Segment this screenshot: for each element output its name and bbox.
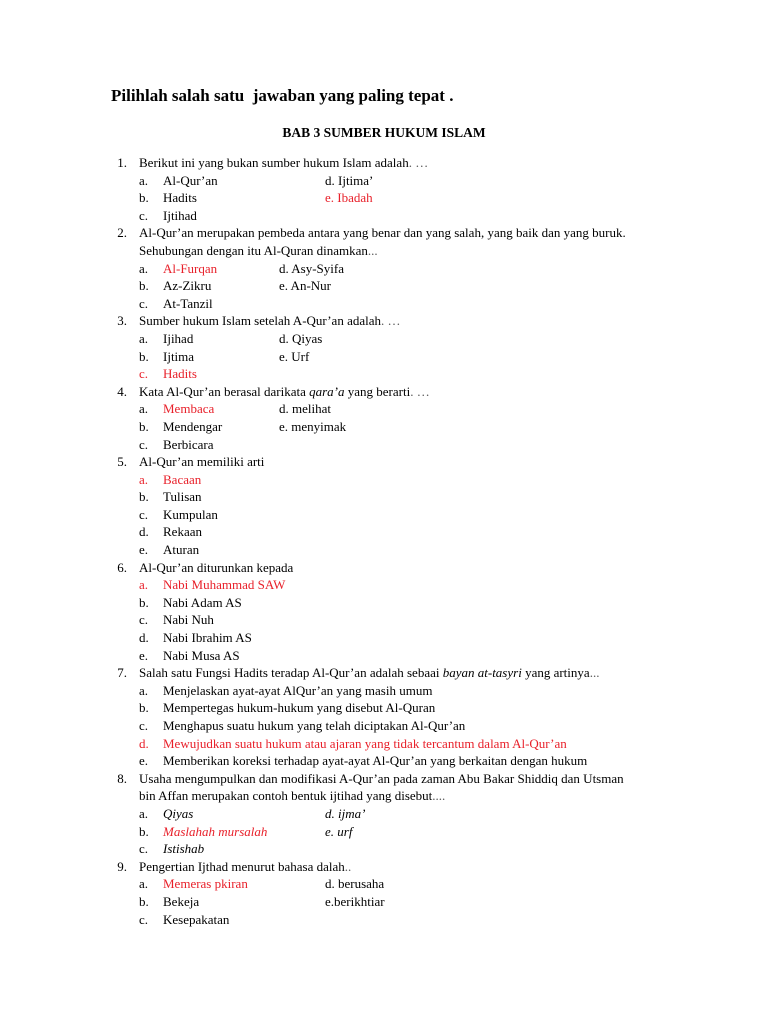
option-letter: a.: [139, 401, 149, 417]
question-text-segment: . …: [381, 313, 401, 329]
question-text-segment: ....: [432, 788, 446, 804]
option-row: [0, 260, 768, 278]
option-letter: c.: [139, 841, 149, 857]
question-text: [139, 559, 293, 577]
option-letter: c.: [139, 436, 149, 452]
question-line: [0, 312, 768, 330]
option-text: At-Tanzil: [163, 295, 213, 311]
option-row: [0, 418, 768, 436]
question-text: [139, 312, 401, 330]
question-text-segment: Berikut ini yang bukan sumber hukum Islam adalah: [139, 155, 409, 170]
option-row: [0, 893, 768, 911]
option-letter: c.: [139, 911, 149, 927]
option-text: Nabi Adam AS: [163, 594, 242, 610]
option-text: Membaca: [163, 401, 215, 417]
option-letter: c.: [139, 506, 149, 522]
question-line: [0, 383, 768, 401]
option-text: Kumpulan: [163, 506, 218, 522]
option-text: Bekeja: [163, 893, 200, 909]
question-text-segment: ..: [344, 858, 352, 874]
option-text: Qiyas: [163, 805, 194, 821]
option-row: [0, 277, 768, 295]
question-number: 6.: [117, 559, 127, 575]
question-text-segment: Al-Qur’an diturunkan kepada: [139, 559, 294, 575]
question-line: [0, 242, 768, 260]
question-text: [139, 154, 428, 172]
question-number: 9.: [117, 858, 127, 874]
question-text: [139, 770, 624, 788]
option-text-second-column: e. Ibadah: [325, 190, 373, 206]
option-letter: b.: [139, 348, 149, 364]
question-text-segment: . …: [410, 383, 430, 399]
option-letter: c.: [139, 207, 149, 223]
option-row: [0, 805, 768, 823]
option-row: [0, 471, 768, 489]
question-text-segment: Al-Qur’an merupakan pembeda antara yang benar dan yang salah, yang baik dan yang buruk.: [139, 225, 626, 241]
option-row: [0, 488, 768, 506]
option-text: Ijihad: [163, 330, 194, 346]
option-letter: b.: [139, 489, 149, 505]
option-text: Nabi Nuh: [163, 612, 214, 628]
option-text: Aturan: [163, 542, 200, 558]
instruction-heading: Pilihlah salah satu jawaban yang paling tepat .: [111, 86, 454, 105]
option-row: [0, 752, 768, 770]
option-text: Ijtima: [163, 348, 195, 364]
option-text: Nabi Musa AS: [163, 647, 240, 663]
option-text-second-column: d. Asy-Syifa: [279, 260, 344, 276]
option-text: Menghapus suatu hukum yang telah diciptakan Al-Qur’an: [163, 718, 466, 733]
question-text-segment: Sehubungan dengan itu Al-Quran dinamkan: [139, 242, 368, 258]
question-list: [0, 154, 768, 928]
option-text-second-column: e. urf: [325, 823, 353, 839]
option-text-second-column: d. ijma’: [325, 805, 366, 821]
option-row: [0, 189, 768, 207]
question-text-segment: Usaha mengumpulkan dan modifikasi A-Qur’an pada zaman Abu Bakar Shiddiq dan Utsman: [139, 770, 624, 786]
question-text: [139, 242, 378, 260]
option-letter: b.: [139, 190, 149, 206]
option-text: Tulisan: [163, 489, 202, 505]
option-row: [0, 436, 768, 454]
option-text-second-column: d. berusaha: [325, 876, 385, 892]
question-item: [0, 559, 768, 665]
option-row: [0, 682, 768, 700]
option-letter: b.: [139, 594, 149, 610]
option-row: [0, 875, 768, 893]
question-text-segment: ...: [589, 665, 600, 681]
question-item: [0, 858, 768, 928]
option-text: Nabi Ibrahim AS: [163, 630, 252, 646]
option-text: Al-Furqan: [163, 260, 218, 276]
option-row: [0, 699, 768, 717]
option-text: Menjelaskan ayat-ayat AlQur’an yang masih umum: [163, 682, 433, 698]
option-letter: a.: [139, 260, 149, 276]
option-text: Mewujudkan suatu hukum atau ajaran yang tidak tercantum dalam Al-Qur’an: [163, 735, 567, 751]
option-row: [0, 172, 768, 190]
question-number: 3.: [117, 313, 127, 329]
question-number: 2.: [117, 225, 127, 241]
option-row: [0, 400, 768, 418]
option-letter: e.: [139, 647, 149, 663]
question-text: [139, 383, 430, 401]
option-text-second-column: e. An-Nur: [279, 278, 331, 294]
option-text: Mendengar: [163, 418, 223, 434]
question-item: [0, 453, 768, 559]
question-item: [0, 383, 768, 453]
option-text: Mempertegas hukum-hukum yang disebut Al-Quran: [163, 700, 436, 716]
option-row: [0, 541, 768, 559]
question-number: 8.: [117, 770, 127, 786]
option-text: Bacaan: [163, 471, 202, 487]
option-letter: b.: [139, 278, 149, 294]
question-line: [0, 453, 768, 471]
question-line: [0, 559, 768, 577]
question-item: [0, 664, 768, 770]
question-line: [0, 770, 768, 788]
question-text-segment: Sumber hukum Islam setelah A-Qur’an adalah: [139, 313, 381, 329]
option-letter: d.: [139, 524, 149, 540]
question-item: [0, 770, 768, 858]
question-line: [0, 224, 768, 242]
option-row: [0, 506, 768, 524]
question-line: [0, 154, 768, 172]
option-row: [0, 717, 768, 735]
option-row: [0, 629, 768, 647]
option-row: [0, 911, 768, 929]
option-row: [0, 295, 768, 313]
question-line: [0, 858, 768, 876]
option-text-second-column: d. Ijtima’: [325, 172, 374, 188]
option-text-second-column: d. Qiyas: [279, 330, 323, 346]
option-row: [0, 840, 768, 858]
question-text-segment: Pengertian Ijthad menurut bahasa dalah: [139, 858, 345, 874]
option-text-second-column: d. melihat: [279, 401, 331, 417]
option-row: [0, 576, 768, 594]
chapter-title: BAB 3 SUMBER HUKUM ISLAM: [282, 125, 486, 140]
question-text: [139, 453, 264, 471]
question-item: [0, 224, 768, 312]
option-text: Memeras pkiran: [163, 876, 248, 892]
option-letter: c.: [139, 718, 149, 733]
option-row: [0, 348, 768, 366]
question-text: [139, 224, 626, 242]
question-text-segment: . …: [408, 155, 429, 170]
option-letter: b.: [139, 700, 149, 716]
option-row: [0, 365, 768, 383]
option-text: Memberikan koreksi terhadap ayat-ayat Al-Qur’an yang berkaitan dengan hukum: [163, 753, 588, 769]
option-letter: c.: [139, 366, 149, 382]
question-line: [0, 664, 768, 682]
option-letter: c.: [139, 295, 149, 311]
question-text: [139, 664, 599, 682]
option-letter: a.: [139, 682, 149, 698]
option-letter: b.: [139, 893, 149, 909]
question-text-segment: ...: [367, 242, 378, 258]
option-letter: b.: [139, 418, 149, 434]
option-text: Rekaan: [163, 524, 202, 540]
option-row: [0, 523, 768, 541]
question-number: 1.: [117, 155, 127, 170]
question-number: 5.: [117, 454, 127, 470]
option-letter: a.: [139, 172, 149, 188]
option-row: [0, 207, 768, 225]
question-text-segment: bayan at-tasyri: [442, 665, 522, 681]
option-letter: a.: [139, 805, 149, 821]
question-text-segment: bin Affan merupakan contoh bentuk ijtihad yang disebut: [139, 788, 433, 804]
question-text-segment: Salah satu Fungsi Hadits teradap Al-Qur’an adalah sebaai: [139, 665, 443, 681]
option-letter: a.: [139, 577, 149, 593]
option-letter: b.: [139, 823, 149, 839]
option-row: [0, 330, 768, 348]
option-text: Maslahah mursalah: [163, 823, 268, 839]
option-text: Hadits: [163, 190, 197, 206]
option-letter: a.: [139, 330, 149, 346]
option-text-second-column: e. menyimak: [279, 418, 347, 434]
question-text-segment: yang berarti: [344, 383, 411, 399]
option-row: [0, 735, 768, 753]
option-text: Berbicara: [163, 436, 214, 452]
option-text: Ijtihad: [163, 207, 197, 223]
question-number: 4.: [117, 383, 127, 399]
option-row: [0, 823, 768, 841]
option-text-second-column: e. Urf: [279, 348, 310, 364]
question-number: 7.: [117, 665, 127, 681]
option-text: Hadits: [163, 366, 197, 382]
option-letter: c.: [139, 612, 149, 628]
question-item: [0, 312, 768, 382]
question-item: [0, 154, 768, 224]
question-text: [139, 858, 351, 876]
option-letter: d.: [139, 735, 149, 751]
option-row: [0, 647, 768, 665]
option-row: [0, 594, 768, 612]
option-letter: e.: [139, 542, 149, 558]
question-text-segment: Al-Qur’an memiliki arti: [139, 454, 265, 470]
question-text: [139, 787, 445, 805]
question-text-segment: Kata Al-Qur’an berasal darikata: [139, 383, 310, 399]
option-text: Istishab: [163, 841, 205, 857]
question-text-segment: yang artinya: [521, 665, 590, 681]
option-text: Al-Qur’an: [163, 172, 218, 188]
option-text: Az-Zikru: [163, 278, 212, 294]
option-letter: e.: [139, 753, 149, 769]
option-row: [0, 611, 768, 629]
option-letter: a.: [139, 876, 149, 892]
option-text: Kesepakatan: [163, 911, 230, 927]
option-letter: d.: [139, 630, 149, 646]
option-text: Nabi Muhammad SAW: [163, 577, 286, 593]
question-line: [0, 787, 768, 805]
option-letter: a.: [139, 471, 149, 487]
question-text-segment: qara’a: [309, 383, 345, 399]
option-text-second-column: e.berikhtiar: [325, 893, 385, 909]
